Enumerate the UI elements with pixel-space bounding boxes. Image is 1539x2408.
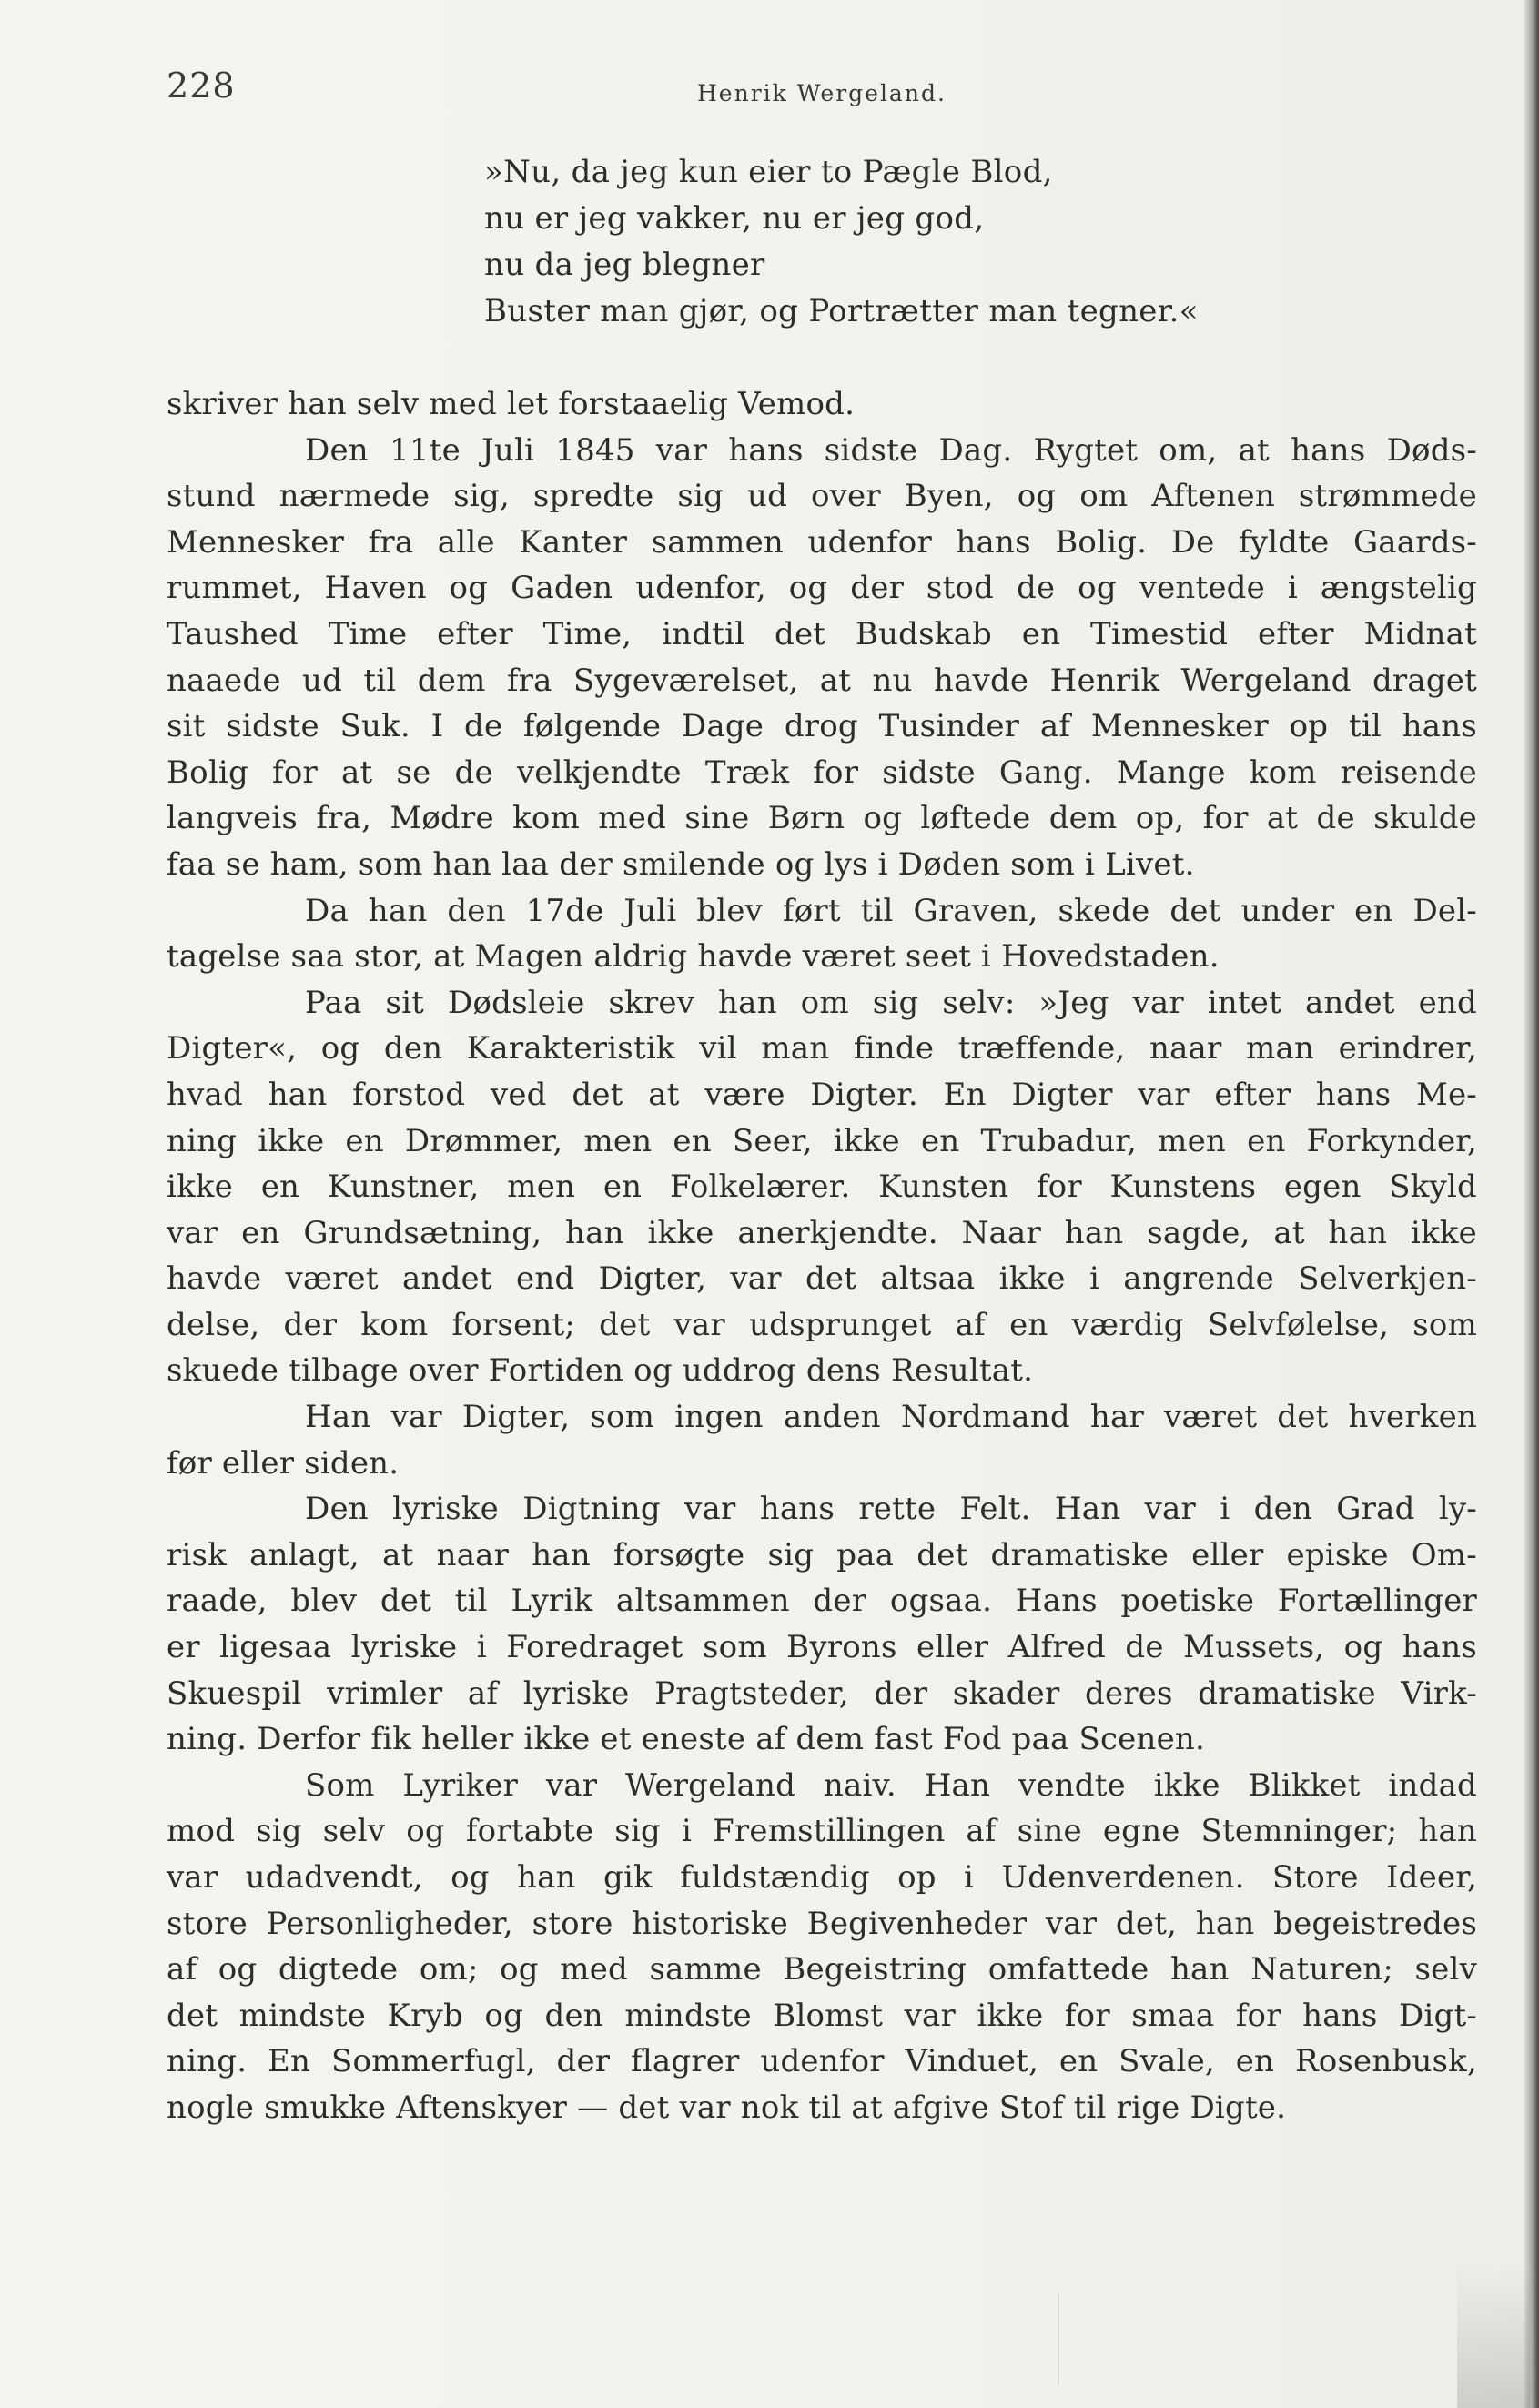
running-head: Henrik Wergeland. bbox=[697, 80, 947, 106]
text-line: Mennesker fra alle Kanter sammen udenfor hans Bolig. De fyldte Gaards- bbox=[167, 523, 1477, 561]
text-line: raade, blev det til Lyrik altsammen der ogsaa. Hans poetiske Fortællinger bbox=[167, 1583, 1477, 1620]
page-fold-mark bbox=[1058, 2293, 1496, 2384]
text-line: mod sig selv og fortabte sig i Fremstillingen af sine egne Stemninger; han bbox=[167, 1813, 1477, 1850]
text-line: risk anlagt, at naar han forsøgte sig paa det dramatiske eller episke Om- bbox=[167, 1536, 1477, 1573]
page-edge-shadow bbox=[1523, 0, 1539, 2408]
poem-line: Buster man gjør, og Portrætter man tegner.« bbox=[484, 293, 1199, 329]
text-line: af og digtede om; og med samme Begeistring omfattede han Naturen; selv bbox=[167, 1951, 1477, 1988]
text-line: Da han den 17de Juli blev ført til Graven, skede det under en Del- bbox=[305, 892, 1477, 929]
poem-line: nu da jeg blegner bbox=[484, 247, 765, 283]
text-line: Den lyriske Digtning var hans rette Felt. Han var i den Grad ly- bbox=[305, 1491, 1477, 1528]
poem-quote bbox=[484, 149, 1199, 335]
text-line: Bolig for at se de velkjendte Træk for sidste Gang. Mange kom reisende bbox=[167, 754, 1477, 791]
text-line: skriver han selv med let forstaaelig Vemod. bbox=[167, 386, 856, 422]
text-line: nogle smukke Aftenskyer — det var nok til at afgive Stof til rige Digte. bbox=[167, 2089, 1287, 2126]
text-line: skuede tilbage over Fortiden og uddrog dens Resultat. bbox=[167, 1352, 1034, 1390]
text-line: Paa sit Dødsleie skrev han om sig selv: »Jeg var intet andet end bbox=[305, 984, 1477, 1021]
text-line: er ligesaa lyriske i Foredraget som Byrons eller Alfred de Mussets, og hans bbox=[167, 1629, 1477, 1666]
text-line: tagelse saa stor, at Magen aldrig havde været seet i Hovedstaden. bbox=[167, 938, 1220, 976]
text-line: sit sidste Suk. I de følgende Dage drog Tusinder af Mennesker op til hans bbox=[167, 708, 1477, 745]
text-line: det mindste Kryb og den mindste Blomst var ikke for smaa for hans Digt- bbox=[167, 1997, 1477, 2034]
text-line: ning ikke en Drømmer, men en Seer, ikke en Trubadur, men en Forkynder, bbox=[167, 1122, 1477, 1159]
text-line: Digter«, og den Karakteristik vil man finde træffende, naar man erindrer, bbox=[167, 1030, 1477, 1067]
text-line: Som Lyriker var Wergeland naiv. Han vendte ikke Blikket indad bbox=[305, 1766, 1477, 1804]
text-line: var udadvendt, og han gik fuldstændig op i Udenverdenen. Store Ideer, bbox=[167, 1859, 1477, 1896]
body-text bbox=[167, 381, 1477, 2131]
text-line: rummet, Haven og Gaden udenfor, og der stod de og ventede i ængstelig bbox=[167, 570, 1477, 607]
text-line: hvad han forstod ved det at være Digter. En Digter var efter hans Me- bbox=[167, 1076, 1477, 1113]
text-line: ikke en Kunstner, men en Folkelærer. Kunsten for Kunstens egen Skyld bbox=[167, 1169, 1477, 1206]
text-line: store Personligheder, store historiske Begivenheder var det, han begeistredes bbox=[167, 1905, 1477, 1942]
text-line: delse, der kom forsent; det var udsprunget af en værdig Selvfølelse, som bbox=[167, 1306, 1477, 1343]
text-line: var en Grundsætning, han ikke anerkjendte. Naar han sagde, at han ikke bbox=[167, 1214, 1477, 1251]
text-line: ning. Derfor fik heller ikke et eneste af dem fast Fod paa Scenen. bbox=[167, 1721, 1206, 1758]
text-line: Den 11te Juli 1845 var hans sidste Dag. Rygtet om, at hans Døds- bbox=[305, 431, 1477, 469]
text-line: Skuespil vrimler af lyriske Pragtsteder, der skader deres dramatiske Virk- bbox=[167, 1674, 1477, 1712]
text-line: havde været andet end Digter, var det altsaa ikke i angrende Selverkjen- bbox=[167, 1260, 1477, 1298]
poem-line: nu er jeg vakker, nu er jeg god, bbox=[484, 200, 985, 237]
text-line: langveis fra, Mødre kom med sine Børn og løftede dem op, for at de skulde bbox=[167, 800, 1477, 837]
page-number: 228 bbox=[167, 66, 236, 106]
text-line: naaede ud til dem fra Sygeværelset, at nu havde Henrik Wergeland draget bbox=[167, 662, 1477, 699]
poem-line: »Nu, da jeg kun eier to Pægle Blod, bbox=[484, 154, 1053, 190]
text-line: stund nærmede sig, spredte sig ud over Byen, og om Aftenen strømmede bbox=[167, 478, 1477, 515]
text-line: ning. En Sommerfugl, der flagrer udenfor Vinduet, en Svale, en Rosenbusk, bbox=[167, 2043, 1477, 2080]
text-line: faa se ham, som han laa der smilende og lys i Døden som i Livet. bbox=[167, 845, 1195, 883]
text-line: Han var Digter, som ingen anden Nordmand har været det hverken bbox=[305, 1399, 1477, 1436]
text-line: Taushed Time efter Time, indtil det Budskab en Timestid efter Midnat bbox=[167, 615, 1477, 653]
text-line: før eller siden. bbox=[167, 1444, 400, 1482]
